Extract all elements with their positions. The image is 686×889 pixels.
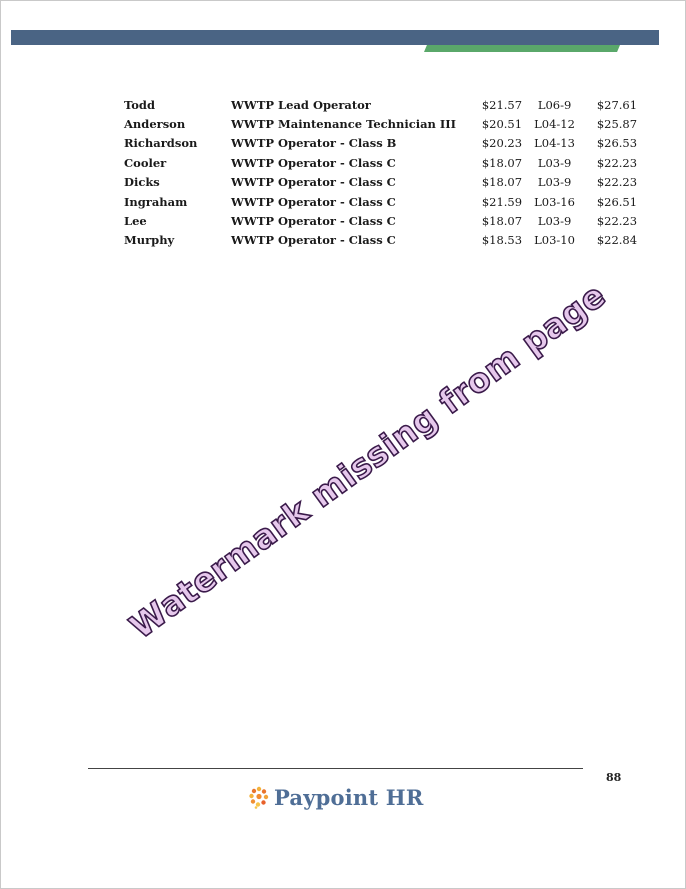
max-rate-cell: $27.61: [596, 97, 638, 112]
table-row: [120, 231, 637, 250]
job-title-cell: WWTP Operator - Class C: [231, 155, 396, 170]
current-rate-cell: $18.07: [481, 175, 523, 190]
current-rate-cell: $21.57: [481, 97, 523, 112]
max-rate-cell: $26.53: [596, 136, 638, 151]
current-rate-cell: $20.51: [481, 117, 523, 132]
table-row: [120, 192, 637, 211]
max-rate-cell: $22.23: [596, 175, 638, 190]
job-title-cell: WWTP Lead Operator: [231, 97, 371, 112]
company-logo: [248, 782, 423, 812]
max-rate-cell: $25.87: [596, 117, 638, 132]
max-rate-cell: $22.23: [596, 155, 638, 170]
grade-step-cell: L03-9: [537, 214, 572, 229]
header-accent-stripe: [424, 45, 620, 52]
job-title-cell: WWTP Operator - Class B: [231, 136, 397, 151]
table-row: [120, 211, 637, 230]
table-row: [120, 134, 637, 153]
employee-name-cell: Cooler: [124, 155, 167, 170]
grade-step-cell: L03-9: [537, 175, 572, 190]
job-title-cell: WWTP Operator - Class C: [231, 233, 396, 248]
grade-step-cell: L06-9: [537, 97, 572, 112]
employee-name-cell: Anderson: [124, 117, 186, 132]
flower-logo-icon: [248, 785, 270, 809]
grade-step-cell: L04-12: [534, 117, 575, 132]
table-row: [120, 153, 637, 172]
table-row: [120, 95, 637, 114]
table-row: [120, 114, 637, 133]
grade-step-cell: L03-9: [537, 155, 572, 170]
current-rate-cell: $18.07: [481, 214, 523, 229]
employee-name-cell: Lee: [124, 214, 147, 229]
employee-name-cell: Murphy: [124, 233, 175, 248]
table-row: [120, 173, 637, 192]
logo-wordmark: Paypoint HR: [274, 784, 424, 810]
job-title-cell: WWTP Maintenance Technician III: [231, 117, 457, 132]
max-rate-cell: $22.23: [596, 214, 638, 229]
job-title-cell: WWTP Operator - Class C: [231, 214, 396, 229]
current-rate-cell: $21.59: [481, 194, 523, 209]
employee-name-cell: Todd: [124, 97, 155, 112]
grade-step-cell: L04-13: [534, 136, 575, 151]
max-rate-cell: $26.51: [596, 194, 638, 209]
job-title-cell: WWTP Operator - Class C: [231, 194, 396, 209]
employee-name-cell: Dicks: [124, 175, 160, 190]
current-rate-cell: $18.07: [481, 155, 523, 170]
current-rate-cell: $18.53: [481, 233, 523, 248]
job-title-cell: WWTP Operator - Class C: [231, 175, 396, 190]
page-number: 88: [606, 771, 622, 784]
employee-name-cell: Richardson: [124, 136, 198, 151]
grade-step-cell: L03-10: [534, 233, 575, 248]
footer-rule: [88, 768, 583, 769]
grade-step-cell: L03-16: [534, 194, 575, 209]
max-rate-cell: $22.84: [596, 233, 638, 248]
wage-table-body: [120, 95, 637, 250]
wage-table: [120, 95, 637, 250]
employee-name-cell: Ingraham: [124, 194, 188, 209]
watermark-text: Watermark missing from page: [122, 275, 613, 647]
header-bar: [11, 30, 659, 45]
current-rate-cell: $20.23: [481, 136, 523, 151]
